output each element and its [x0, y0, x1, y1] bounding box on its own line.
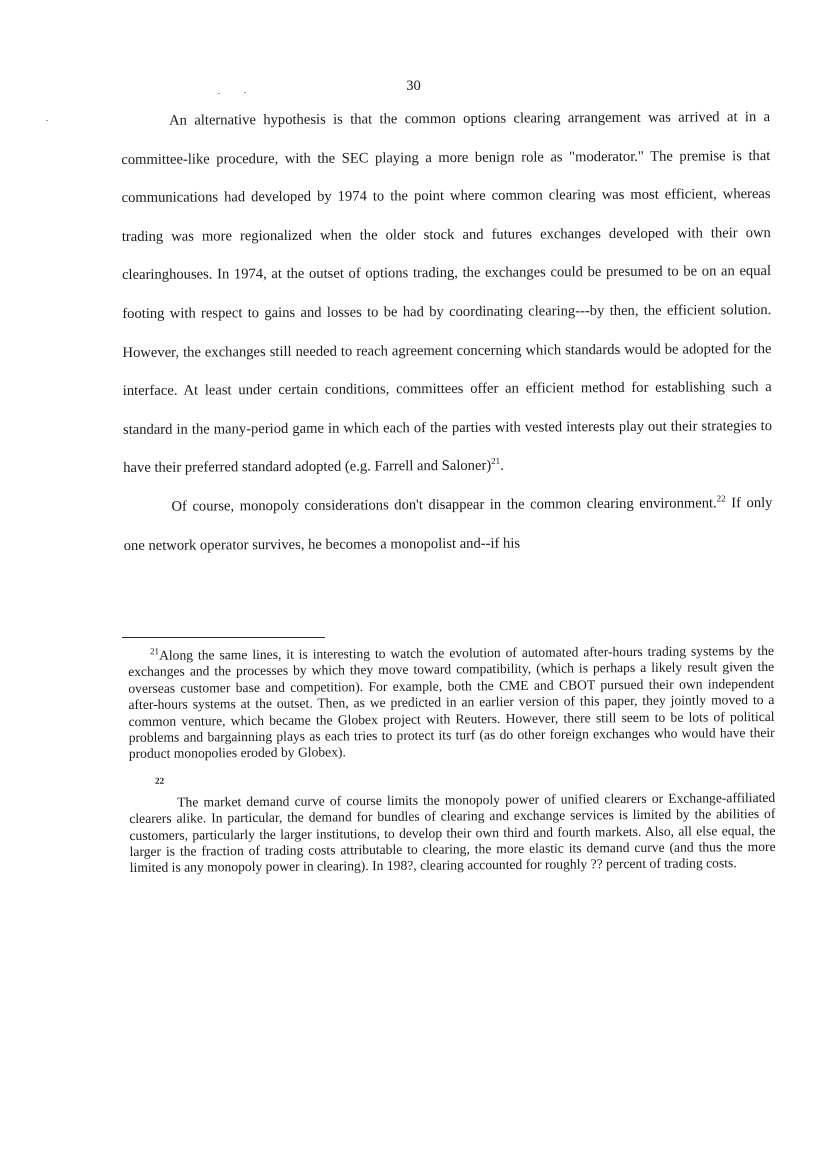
footnote-marker-21: 21 [149, 646, 160, 657]
scan-speck [46, 120, 48, 121]
footnotes [128, 643, 776, 877]
paragraph-text-tail: . [500, 458, 504, 475]
scan-speck [244, 92, 246, 93]
paragraph-text: Of course, monopoly considerations don't disappear in the common clearing environment. [171, 495, 717, 515]
footnote-reference-21: 21 [491, 456, 501, 467]
footnote-text: Along the same lines, it is interesting to watch the evolution of automated after-hours trading systems by the exchanges and the processes by which they move toward compatibility, (which is perhaps a likely result given the overseas customer base and competition). For example, both the CME and CBOT pursued their own independent after-hours systems at the outset. Then, as we predicted in an earlier version of this paper, they jointly moved to a common venture, which became the Globex project with Reuters. However, there still seem to be lots of political problems and bargainning plays as each tries to protect its turf (as do other foreign exchanges who would have their product monopolies eroded by Globex). [128, 642, 775, 762]
paragraph-text-tail: If only one network operator survives, he becomes a monopolist and--if his [123, 494, 773, 554]
paragraph-monopoly-considerations [123, 484, 772, 565]
paragraph-alternative-hypothesis [121, 98, 772, 488]
footnote-reference-22: 22 [716, 493, 726, 504]
footnote-separator [122, 637, 325, 638]
footnote-marker-22: 22 [155, 775, 165, 786]
footnote-text: The market demand curve of course limits the monopoly power of unified clearers or Exchange-affiliated clearers alike. In particular, the demand for bundles of clearing and exchange services is limited by the abilities of customers, particularly the larger institutions, to develop their own third and fourth markets. Also, all else equal, the larger is the fraction of trading costs attributable to clearing, the more elastic its demand curve (and thus the more limited is any monopoly power in clearing). In 198?, clearing accounted for roughly ?? percent of trading costs. [129, 789, 776, 876]
page-number: 30 [406, 78, 421, 94]
footnote-22 [129, 790, 776, 877]
body-text [121, 98, 773, 565]
scan-speck [218, 93, 220, 94]
footnote-21 [128, 643, 775, 763]
paragraph-text: An alternative hypothesis is that the common options clearing arrangement was arrived at in a committee-like procedure, with the SEC playing a more benign role as "moderator." The premise is that communications had developed by 1974 to the point where common clearing was most efficient, whereas trading was more regionalized when the older stock and futures exchanges developed with their own clearinghouses. In 1974, at the outset of options trading, the exchanges could be presumed to be on an equal footing with respect to gains and losses to be had by coordinating clearing---by then, the efficient solution. However, the exchanges still needed to reach agreement concerning which standards would be adopted for the interface. At least under certain conditions, committees offer an efficient method for establishing such a standard in the many-period game in which each of the parties with vested interests play out their strategies to have their preferred standard adopted (e.g. Farrell and Saloner) [121, 109, 773, 477]
